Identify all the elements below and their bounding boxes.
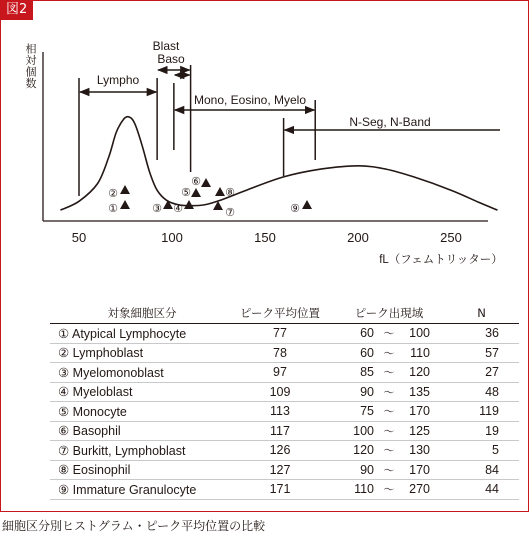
peak-marker-number: ⑨: [290, 203, 300, 215]
peak-marker-triangle: [302, 200, 312, 209]
n-value: 119: [479, 404, 499, 419]
range-separator: ～: [383, 424, 395, 438]
table-row: [50, 382, 519, 402]
peak-marker-number: ⑧: [225, 187, 235, 199]
cell-type-name: ⑥ Basophil: [58, 424, 121, 439]
peak-range-cell: [334, 324, 444, 344]
n-value: 27: [485, 365, 499, 380]
peak-marker-number: ④: [173, 203, 183, 215]
n-value: 57: [485, 345, 499, 360]
figure-label: 図2: [0, 0, 33, 20]
table-row: [50, 460, 519, 480]
range-separator: ～: [383, 346, 395, 360]
range-low-value: 85: [360, 365, 374, 380]
range-high-value: 270: [409, 482, 430, 497]
cell-type-name: ① Atypical Lymphocyte: [58, 326, 187, 341]
n-value: 36: [485, 326, 499, 341]
peak-marker-number: ②: [108, 188, 118, 200]
header-peak-average: ピーク平均位置: [239, 306, 321, 320]
peak-average-value: 109: [269, 384, 291, 399]
table-header-row: [50, 303, 519, 324]
peak-marker-triangle: [191, 188, 201, 197]
cell-type-name: ⑤ Monocyte: [58, 404, 127, 419]
n-value: 84: [485, 462, 499, 477]
table-row: [50, 480, 519, 500]
range-separator: ～: [383, 327, 395, 341]
peak-range-cell: [334, 382, 444, 402]
range-separator: ～: [383, 483, 395, 497]
peak-marker-triangle: [120, 200, 130, 209]
figure-caption: 細胞区分別ヒストグラム・ピーク平均位置の比較: [2, 519, 266, 533]
peak-average-value: 171: [269, 482, 291, 497]
range-high-value: 100: [409, 326, 430, 341]
n-value: 48: [485, 384, 499, 399]
peak-marker-triangle: [120, 185, 130, 194]
table-row: [50, 324, 519, 344]
peak-range-cell: [334, 402, 444, 422]
range-high-value: 110: [410, 345, 430, 360]
range-high-value: 125: [409, 423, 430, 438]
range-label-baso: Baso: [157, 52, 185, 66]
table-row: [50, 421, 519, 441]
table-row: [50, 343, 519, 363]
y-axis-label: 相対個数: [24, 43, 36, 89]
range-separator: ～: [383, 385, 395, 399]
range-label-mono: Mono, Eosino, Myelo: [193, 93, 307, 107]
x-tick-label: 50: [71, 230, 87, 245]
cell-type-name: ③ Myelomonoblast: [58, 365, 164, 380]
cell-type-name: ⑦ Burkitt, Lymphoblast: [58, 443, 186, 458]
peak-marker-number: ⑦: [225, 207, 235, 219]
peak-marker-number: ⑥: [191, 176, 201, 188]
range-label-blast: Blast: [152, 39, 180, 53]
range-low-value: 120: [353, 443, 374, 458]
peak-average-value: 77: [273, 326, 287, 341]
range-label-lympho: Lympho: [96, 73, 140, 87]
peak-average-value: 113: [270, 404, 290, 419]
peak-range-cell: [334, 363, 444, 383]
range-label-nseg: N-Seg, N-Band: [349, 115, 431, 129]
range-low-value: 100: [353, 423, 374, 438]
table-row: [50, 402, 519, 422]
range-separator: ～: [383, 405, 395, 419]
peak-marker-number: ⑤: [181, 187, 191, 199]
n-value: 44: [485, 482, 499, 497]
range-separator: ～: [383, 366, 395, 380]
peak-marker-triangle: [201, 178, 211, 187]
range-separator: ～: [383, 463, 395, 477]
peak-range-cell: [334, 480, 444, 500]
peak-marker-number: ③: [152, 203, 162, 215]
range-high-value: 170: [409, 404, 430, 419]
range-high-value: 120: [409, 365, 430, 380]
header-n: N: [477, 306, 486, 320]
range-high-value: 135: [409, 384, 430, 399]
peak-range-cell: [334, 343, 444, 363]
x-tick-label: 150: [254, 230, 276, 245]
x-tick-label: 250: [440, 230, 462, 245]
range-high-value: 170: [409, 462, 430, 477]
peak-table: [50, 303, 519, 500]
range-high-value: 130: [409, 443, 430, 458]
peak-marker-triangle: [215, 187, 225, 196]
range-low-value: 75: [360, 404, 374, 419]
cell-type-name: ⑨ Immature Granulocyte: [58, 482, 197, 497]
peak-marker-triangle: [163, 200, 173, 209]
x-tick-label: 200: [347, 230, 369, 245]
header-cell-type: 対象細胞区分: [107, 306, 177, 320]
cell-type-name: ② Lymphoblast: [58, 346, 144, 361]
range-separator: ～: [383, 444, 395, 458]
peak-marker-triangle: [184, 200, 194, 209]
peak-marker-number: ①: [108, 203, 118, 215]
table-row: [50, 363, 519, 383]
header-peak-range: ピーク出現域: [354, 306, 424, 320]
range-low-value: 60: [360, 345, 374, 360]
peak-average-value: 97: [273, 365, 287, 380]
peak-average-value: 117: [270, 423, 290, 438]
cell-type-name: ⑧ Eosinophil: [58, 463, 131, 478]
x-tick-label: 100: [161, 230, 183, 245]
peak-average-value: 127: [269, 462, 291, 477]
table-row: [50, 441, 519, 461]
x-axis-label: fL（フェムトリッター）: [379, 254, 503, 266]
range-low-value: 110: [354, 482, 374, 497]
peak-range-cell: [334, 460, 444, 480]
range-low-value: 60: [360, 326, 374, 341]
peak-average-value: 78: [273, 345, 287, 360]
cell-type-name: ④ Myeloblast: [58, 385, 133, 400]
n-value: 19: [485, 423, 499, 438]
peak-range-cell: [334, 441, 444, 461]
peak-range-cell: [334, 421, 444, 441]
peak-average-value: 126: [269, 443, 291, 458]
n-value: 5: [492, 443, 499, 458]
range-low-value: 90: [360, 384, 374, 399]
range-low-value: 90: [360, 462, 374, 477]
